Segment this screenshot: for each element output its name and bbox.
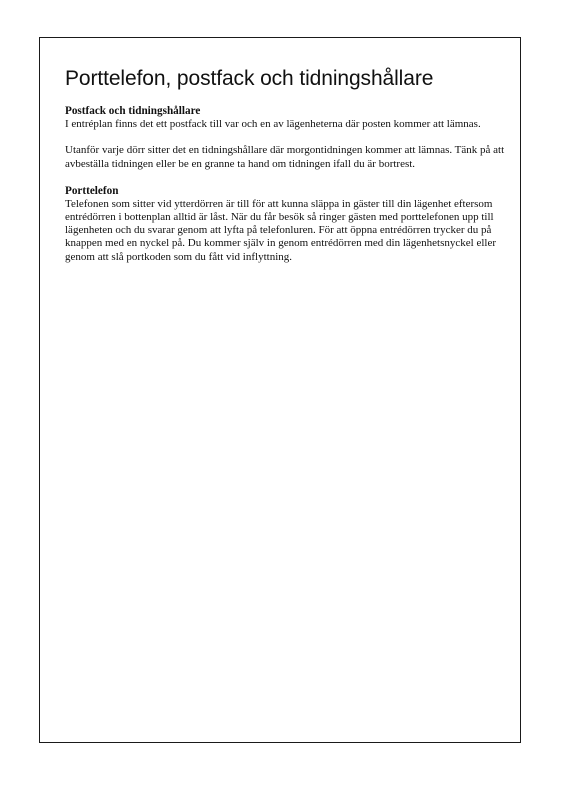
- section-heading-porttelefon: Porttelefon: [65, 184, 119, 197]
- page-frame: [39, 37, 521, 743]
- section-heading-postfack: Postfack och tidningshållare: [65, 105, 201, 118]
- section-postfack: [65, 105, 505, 171]
- document-title: Porttelefon, postfack och tidningshållare: [65, 67, 434, 90]
- paragraph-tidningshallare: Utanför varje dörr sitter det en tidningshållare där morgontidningen kommer att lämnas. Tänk på att avbeställa tidningen eller be en granne ta hand om tidningen ifall du är bortrest.: [65, 144, 505, 170]
- section-porttelefon: [65, 185, 505, 264]
- document-content: [65, 66, 505, 278]
- paragraph-postfack: I entréplan finns det ett postfack till var och en av lägenheterna där posten kommer att lämnas.: [65, 118, 481, 131]
- paragraph-porttelefon: Telefonen som sitter vid ytterdörren är till för att kunna släppa in gäster till din lägenhet eftersom entrédörren i bottenplan alltid är låst. När du får besök så ringer gästen med porttelefonen upp till lägenheten och du svarar genom att lyfta på telefonluren. För att öppna entrédörren trycker du på knappen med en nyckel på. Du kommer själv in genom entrédörren med din lägenhetsnyckel eller genom att slå portkoden som du fått vid inflyttning.: [65, 197, 496, 263]
